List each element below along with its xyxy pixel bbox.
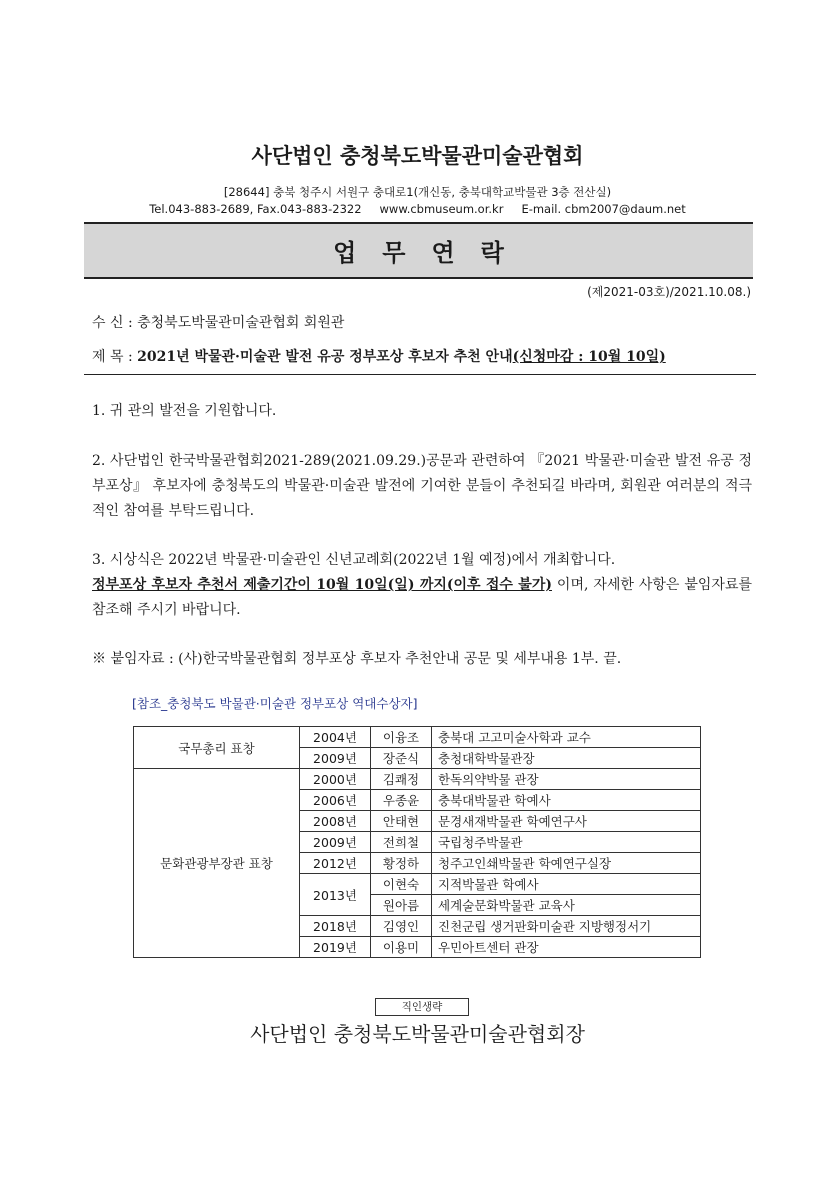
- desc-cell: 국립청주박물관: [432, 832, 701, 853]
- year-cell: 2009년: [300, 832, 371, 853]
- year-cell: 2004년: [300, 727, 371, 748]
- name-cell: 황정하: [371, 853, 432, 874]
- desc-cell: 문경새재박물관 학예연구사: [432, 811, 701, 832]
- year-cell: 2019년: [300, 937, 371, 958]
- org-contact: [0, 202, 835, 216]
- desc-cell: 세계술문화박물관 교육사: [432, 895, 701, 916]
- deadline-emphasis: 정부포상 후보자 추천서 제출기간이 10월 10일(일) 까지(이후 접수 불가): [92, 577, 552, 593]
- name-cell: 김영인: [371, 916, 432, 937]
- desc-cell: 진천군립 생거판화미술관 지방행정서기: [432, 916, 701, 937]
- category-cell: 문화관광부장관 표창: [134, 769, 300, 958]
- name-cell: 원아름: [371, 895, 432, 916]
- name-cell: 전희철: [371, 832, 432, 853]
- tel-fax: Tel.043-883-2689, Fax.043-883-2322: [149, 202, 362, 216]
- year-cell: 2009년: [300, 748, 371, 769]
- org-address: [28644] 충북 청주시 서원구 충대로1(개신동, 충북대학교박물관 3층 전산실): [223, 185, 612, 199]
- name-cell: 이융조: [371, 727, 432, 748]
- awards-table: [133, 726, 701, 958]
- desc-cell: 충북대 고고미술사학과 교수: [432, 727, 701, 748]
- body-paragraph-3-line1: 3. 시상식은 2022년 박물관·미술관인 신년교례회(2022년 1월 예정)에서 개최합니다.: [92, 552, 616, 568]
- website-link[interactable]: www.cbmuseum.or.kr: [379, 202, 504, 216]
- body-paragraph-3: [92, 548, 752, 623]
- org-title: 사단법인 충청북도박물관미술관협회: [251, 143, 584, 168]
- desc-cell: 지적박물관 학예사: [432, 874, 701, 895]
- name-cell: 안태현: [371, 811, 432, 832]
- name-cell: 이용미: [371, 937, 432, 958]
- subject-line: [92, 346, 666, 366]
- body-paragraph-3-line2: [92, 573, 752, 623]
- desc-cell: 우민아트센터 관장: [432, 937, 701, 958]
- desc-cell: 충북대박물관 학예사: [432, 790, 701, 811]
- category-cell: 국무총리 표창: [134, 727, 300, 769]
- year-cell: 2008년: [300, 811, 371, 832]
- recipient-value: 충청북도박물관미술관협회 회원관: [137, 315, 345, 331]
- year-cell: 2018년: [300, 916, 371, 937]
- signer-title: 사단법인 충청북도박물관미술관협회장: [250, 1022, 585, 1046]
- email-link[interactable]: E-mail. cbm2007@daum.net: [521, 202, 686, 216]
- reference-title: [참조_충청북도 박물관·미술관 정부포상 역대수상자]: [132, 696, 418, 711]
- table-row: [134, 727, 701, 748]
- year-cell: 2012년: [300, 853, 371, 874]
- year-cell: 2013년: [300, 874, 371, 916]
- name-cell: 장준식: [371, 748, 432, 769]
- document-number: (제2021-03호)/2021.10.08.): [587, 285, 751, 299]
- body-paragraph-3-tail: 이며, 자세한 사항은 붙임자료를 참조해 주시기 바랍니다.: [92, 577, 752, 618]
- name-cell: 이현숙: [371, 874, 432, 895]
- recipient-line: [92, 312, 344, 332]
- desc-cell: 한독의약박물 관장: [432, 769, 701, 790]
- table-row: [134, 769, 701, 790]
- name-cell: 우종윤: [371, 790, 432, 811]
- seal-omitted-stamp: 직인생략: [375, 998, 469, 1016]
- subject-deadline: (신청마감 : 10월 10일): [512, 349, 666, 365]
- header-divider: [84, 374, 756, 375]
- attachment-note: ※ 붙임자료 : (사)한국박물관협회 정부포상 후보자 추천안내 공문 및 세부내용 1부. 끝.: [92, 651, 622, 667]
- name-cell: 김쾌정: [371, 769, 432, 790]
- body-paragraph-1: 1. 귀 관의 발전을 기원합니다.: [92, 403, 277, 419]
- body-paragraph-2: 2. 사단법인 한국박물관협회2021-289(2021.09.29.)공문과 관련하여 『2021 박물관·미술관 발전 유공 정부포상』 후보자에 충청북도의 박물관·미술관 발전에 기여한 분들이 추천되길 바라며, 회원관 여러분의 적극적인 참여를 부탁드립니다.: [92, 453, 752, 519]
- recipient-label: 수 신 :: [92, 315, 133, 331]
- desc-cell: 충청대학박물관장: [432, 748, 701, 769]
- year-cell: 2000년: [300, 769, 371, 790]
- subject-text: 2021년 박물관·미술관 발전 유공 정부포상 후보자 추천 안내: [137, 349, 513, 365]
- subject-label: 제 목 :: [92, 349, 133, 365]
- desc-cell: 청주고인쇄박물관 학예연구실장: [432, 853, 701, 874]
- document-type-banner: 업무연락: [84, 222, 753, 279]
- year-cell: 2006년: [300, 790, 371, 811]
